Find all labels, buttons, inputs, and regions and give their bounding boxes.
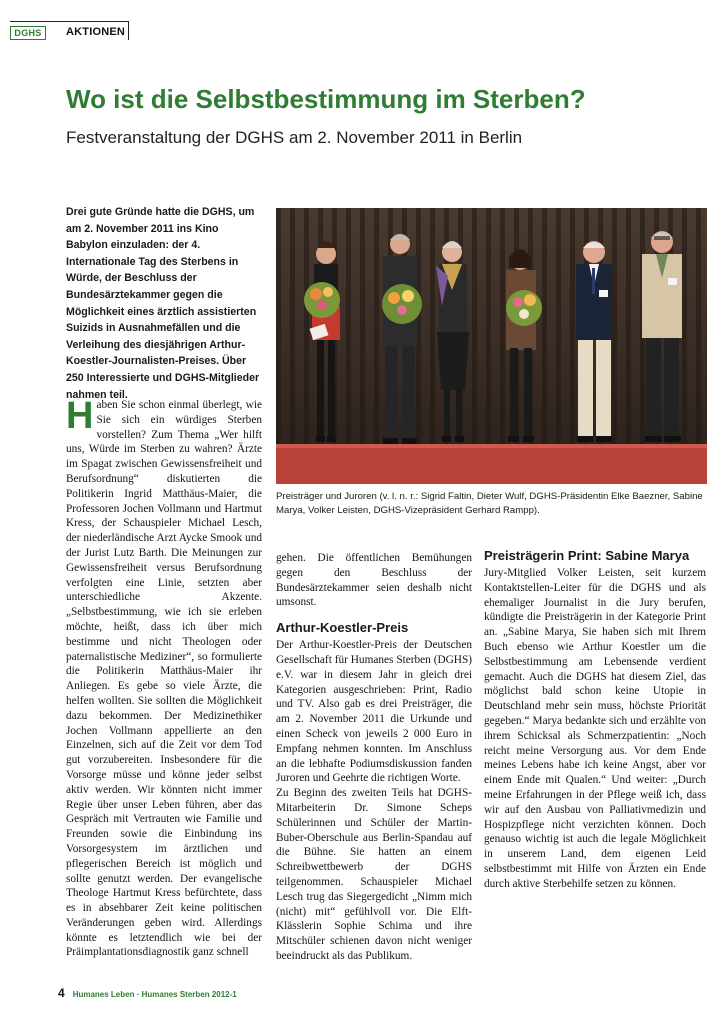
continued-text: gehen. Die öffentlichen Bemühungen gegen den Beschluss der Bundesärztekammer seien deshalb nicht umsonst. xyxy=(276,552,472,609)
body-text-school: Zu Beginn des zweiten Teils hat DGHS-Mitarbeiterin Dr. Simone Scheps Schülerinnen und Schüler der Martin-Buber-Oberschule aus Berlin-Spandau auf die Bühne. Sie hatten an einem Schreibwettbewerb der DGHS teilgenommen. Schauspieler Michael Lesch trug das Siegergedicht „Nimm mich (nicht) mit“ gefühlvoll vor. Die Elft-Klässlerin Sophie Schima und ihre Mitschüler schienen davon nicht weniger beeindruckt als das Publikum. xyxy=(276,787,472,962)
body-text-koestler: Der Arthur-Koestler-Preis der Deutschen Gesellschaft für Humanes Sterben (DGHS) e.V. war in diesem Jahr in gleich drei Kategorien ausgeschrieben: Print, Radio und TV. Also gab es drei Preisträger, die am 2. November 2011 die Urkunde und einen Scheck von jeweils 2 000 Euro in Empfang nehmen konnten. Im Anschluss an die lebhafte Podiumsdiskussion fanden Juroren und Geehrte die richtigen Worte. xyxy=(276,639,472,785)
article-lead: Drei gute Gründe hatte die DGHS, um am 2. November 2011 ins Kino Babylon einzuladen: der 4. Internationale Tag des Sterbens in Würde, der Beschluss der Bundesärztekammer gegen die Möglichkeit eines ärztlich assistierten Suizids in Ausnahmefällen und die Verleihung des diesjährigen Arthur-Koestler-Journalisten-Preises. Über 250 Interessierte und DGHS-Mitglieder nahmen teil. xyxy=(66,206,260,401)
article-body-column-3 xyxy=(484,548,706,892)
publication-name: Humanes Leben · Humanes Sterben 2012-1 xyxy=(72,990,237,999)
heading-koestler-prize: Arthur-Koestler-Preis xyxy=(276,620,409,636)
page-number: 4 xyxy=(58,986,65,1000)
body-text-print-winner: Jury-Mitglied Volker Leisten, seit kurzem Kontaktstellen-Leiter für die DGHS und als ehemaliger Journalist in die Jury berufen, kündigte die Preisträgerin in der Kategorie Print an. „Sabine Marya, Sie haben sich mit Ihrem Buch ebenso wie Arthur Koestler um die Selbstbestimmung am Lebensende verdient gemacht. Auch die DGHS hat diesem Ziel, das möglichst bald schon keine Utopie in Deutschland mehr sein muss, höchste Priorität gegeben.“ Marya bedankte sich und erzählte von ihrem Schicksal als Schmerzpatientin: „Noch reicht meine Versorgung aus. Vor dem Ende meines Lebens habe ich keine Angst, aber vor einem Ende mit Qualen.“ Und weiter: „Durch meine Erfahrungen in der Pflege weiß ich, dass wir auf den Ausbau von Palliativmedizin und Hospizpflege nicht verzichten können. Doch genauso wichtig ist auch die legale Möglichkeit in unserem Land, dem eigenen Leid selbstbestimmt mit Hilfe von Ärzten ein Ende durch aktive Sterbehilfe setzen zu können. xyxy=(484,567,706,890)
page-footer xyxy=(58,986,237,1000)
header-divider xyxy=(128,22,129,40)
article-body-column-2 xyxy=(276,551,472,964)
award-group-photo xyxy=(276,208,707,484)
article-title: Wo ist die Selbstbestimmung im Sterben? xyxy=(66,84,586,114)
drop-cap: H xyxy=(66,395,94,437)
article-subtitle: Festveranstaltung der DGHS am 2. November 2011 in Berlin xyxy=(66,128,523,147)
dghs-logo: DGHS xyxy=(10,26,46,40)
body-text-intro: aben Sie schon einmal überlegt, wie Sie sich ein würdiges Sterben vorstellen? Zum Thema „Wer hilft uns, Würde im Sterben zu wahren? Ärzte im Spagat zwischen Gewissensfreiheit und Berufsordnung“ diskutierten die Politikerin Ingrid Matthäus-Maier, die Professoren Jochen Vollmann und Hartmut Kress, der Schauspieler Michael Lesch, der niederländische Arzt Aycke Smook und der Jurist Lutz Barth. Die Meinungen zur Gewissensfreiheit versus Berufsordnung verfolgten eine Linie, setzten aber unterschiedliche Akzente. „Selbstbestimmung, wie ich sie erleben möchte, heißt, dass ich über mich bestimme und nicht Theologen oder paternalistische Mediziner“, so formulierte die Politikerin Matthäus-Maier ihr Anliegen. Es gebe so viele Ärzte, die helfen wollten. Sie sollten die Möglichkeit dazu bekommen. Der Medizinethiker Jochen Vollmann appellierte an den Einzelnen, sich auf die Zeit vor dem Tod gut vorzubereiten. Insbesondere für die Vorsorge müsse und könne jeder selbst aktiv werden. Wir könnten nicht immer Regie über unser Leben führen, aber das Gespräch mit Vertrauten wie Familie und Freunden sowie die Einbindung ins Vorsorgesystem im ärztlichen und pflegerischen Bereich ist möglich und sollte genutzt werden. Der evangelische Theologe Hartmut Kress befürchtete, dass es in absehbarer Zeit keine politischen Veränderungen geben wird. Allerdings könnte es letztendlich wie bei der Präimplantationsdiagnostik ganz schnell xyxy=(66,399,262,959)
article-body-column-1 xyxy=(66,395,262,960)
header-rule xyxy=(10,21,129,22)
section-label: AKTIONEN xyxy=(66,26,126,38)
photo-caption: Preisträger und Juroren (v. l. n. r.: Sigrid Faltin, Dieter Wulf, DGHS-Präsidentin Elke Baezner, Sabine Marya, Volker Leisten, DGHS-Vizepräsident Gerhard Rampp). xyxy=(276,491,703,516)
heading-print-winner: Preisträgerin Print: Sabine Marya xyxy=(484,548,690,563)
body-text-continued xyxy=(276,551,472,610)
